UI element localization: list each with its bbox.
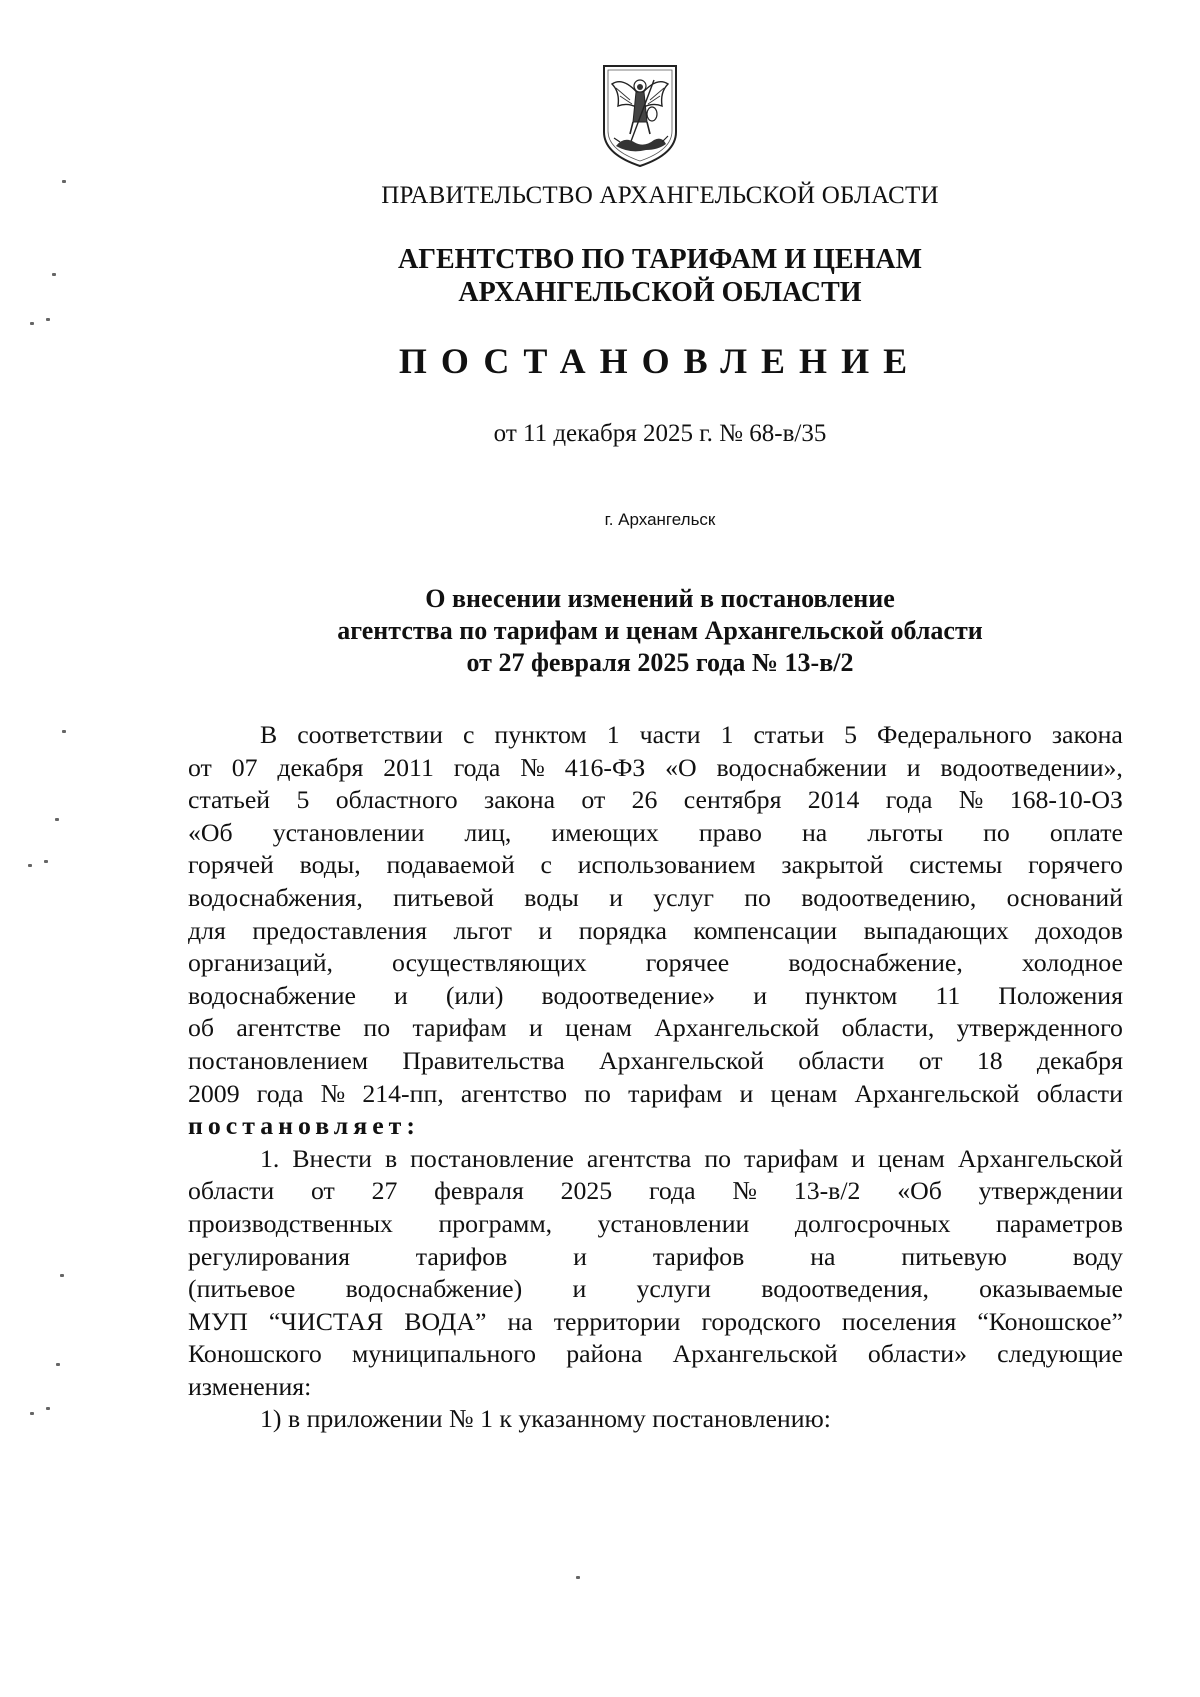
body-line <box>188 784 1123 817</box>
body-word: 5 <box>844 720 858 749</box>
body-word: на <box>507 1306 533 1336</box>
body-word: утверждении <box>978 1176 1123 1206</box>
document-type-heading: ПОСТАНОВЛЕНИЕ <box>398 341 922 381</box>
body-line <box>188 882 1123 915</box>
body-line <box>188 1403 1123 1436</box>
body-word: осуществляющих <box>392 948 587 978</box>
body-line <box>188 1045 1123 1078</box>
body-word: и <box>753 980 768 1010</box>
body-line <box>188 1371 1123 1404</box>
body-word: года <box>885 785 933 815</box>
agency-name-line-2: АРХАНГЕЛЬСКОЙ ОБЛАСТИ <box>458 277 862 308</box>
body-word: и <box>573 1241 587 1271</box>
body-word: ценам <box>565 1013 632 1043</box>
body-word: 11 <box>935 980 961 1010</box>
body-word: 27 <box>371 1176 398 1206</box>
body-word: 13-в/2 <box>793 1176 861 1206</box>
body-word: «Об <box>188 817 233 847</box>
body-word: горячего <box>1028 850 1123 880</box>
body-word: по <box>363 1013 391 1043</box>
body-line <box>188 1012 1123 1045</box>
body-word: с <box>462 720 475 749</box>
body-word: февраля <box>434 1176 524 1206</box>
body-word: постановление <box>410 1143 574 1173</box>
body-word: 1. <box>260 1143 280 1173</box>
body-word: право <box>698 817 762 847</box>
scan-dot <box>46 1407 50 1410</box>
body-word: льгот <box>453 915 512 945</box>
body-word: 18 <box>976 1045 1003 1075</box>
body-word: территории <box>553 1306 681 1336</box>
body-word: «Об <box>897 1176 942 1206</box>
body-word: сентября <box>683 785 782 815</box>
body-word: водоснабжение <box>188 980 357 1010</box>
body-line <box>188 947 1123 980</box>
body-word: Федерального <box>877 720 1032 749</box>
body-word: агентства <box>586 1143 692 1173</box>
scan-dot <box>44 860 48 863</box>
body-word: 2025 <box>560 1176 613 1206</box>
body-word: водоотведению, <box>801 882 977 912</box>
body-word: на <box>801 817 828 847</box>
body-word: соответствии <box>297 720 443 749</box>
body-word: декабря <box>277 752 364 782</box>
government-name: ПРАВИТЕЛЬСТВО АРХАНГЕЛЬСКОЙ ОБЛАСТИ <box>381 182 939 209</box>
body-word: области <box>188 1176 275 1206</box>
body-word: 2014 <box>807 785 860 815</box>
scan-dot <box>62 180 66 183</box>
body-word: тарифов <box>415 1241 508 1271</box>
body-word: декабря <box>1036 1045 1123 1075</box>
body-line <box>188 1175 1123 1208</box>
body-word: области, <box>841 1013 935 1043</box>
body-word: Правительства <box>402 1045 565 1075</box>
body-word: системы <box>909 850 1003 880</box>
body-word: водоотведении», <box>940 752 1123 782</box>
body-word: водоснабжения, <box>188 882 363 912</box>
body-word: порядка <box>578 915 667 945</box>
agency-name <box>130 243 1190 309</box>
body-word: изменения: <box>188 1371 312 1401</box>
body-line <box>188 817 1123 850</box>
body-word: водоснабжение) <box>345 1274 523 1304</box>
body-word: года <box>256 1078 304 1108</box>
body-word: и <box>528 1013 543 1043</box>
body-word: пунктом <box>805 980 898 1010</box>
body-word: воды, <box>299 850 361 880</box>
body-word: по <box>983 817 1010 847</box>
body-line <box>188 1143 1123 1176</box>
body-word: и <box>538 915 553 945</box>
body-word: и <box>609 882 623 912</box>
body-word: производственных <box>188 1208 393 1238</box>
body-word: водоснабжение, <box>788 948 963 978</box>
body-word: по <box>704 1143 732 1173</box>
body-word: 2009 <box>188 1078 240 1108</box>
document-title <box>130 583 1190 679</box>
body-word: организаций, <box>188 948 333 978</box>
body-word: установлении <box>597 1208 750 1238</box>
body-word: горячей <box>188 850 274 880</box>
body-word: холодное <box>1021 948 1123 978</box>
body-word: постановлением <box>188 1045 369 1075</box>
body-word: использованием <box>577 850 756 880</box>
scan-dot <box>62 730 66 733</box>
body-word: агентстве <box>236 1013 342 1043</box>
document-city: г. Архангельск <box>604 510 716 529</box>
body-word: программ, <box>438 1208 553 1238</box>
body-word: 26 <box>631 785 658 815</box>
body-word: статьи <box>753 720 825 749</box>
body-word: предоставления <box>252 915 427 945</box>
body-word: воды <box>524 882 579 912</box>
body-word: подаваемой <box>386 850 515 880</box>
body-word: оплате <box>1049 817 1123 847</box>
body-word: водоотведения, <box>761 1274 929 1304</box>
body-word: компенсации <box>693 915 838 945</box>
body-word: питьевой <box>393 882 494 912</box>
body-word: года <box>453 752 501 782</box>
body-word: оснований <box>1006 882 1123 912</box>
body-word: № <box>320 1078 346 1108</box>
body-word: льготы <box>867 817 944 847</box>
body-word: области <box>798 1045 885 1075</box>
body-word: воду <box>1072 1241 1123 1271</box>
body-word: 416-ФЗ <box>564 752 646 782</box>
body-word: установлении <box>272 817 425 847</box>
body-word: района <box>566 1339 643 1369</box>
scan-dot <box>46 318 50 321</box>
body-word: закрытой <box>781 850 884 880</box>
body-word: постановляет: <box>188 1111 420 1141</box>
body-word: тарифам <box>628 1078 723 1108</box>
body-word: от <box>581 785 606 815</box>
body-word: ценам <box>770 1078 838 1108</box>
body-word: от <box>918 1045 943 1075</box>
body-word: области <box>1036 1078 1123 1108</box>
body-word: в <box>384 1143 398 1173</box>
body-word: “Коношское” <box>977 1306 1123 1336</box>
body-word: Архангельской <box>598 1045 764 1075</box>
body-word: доходов <box>1035 915 1123 945</box>
body-line <box>188 752 1123 785</box>
body-word: 1) в приложении № 1 к указанному постановлению: <box>260 1404 831 1434</box>
body-word: Архангельской <box>672 1339 838 1369</box>
scan-dot <box>30 322 34 325</box>
body-line <box>188 719 1123 752</box>
body-word: по <box>584 1078 611 1108</box>
body-word: 2011 <box>383 752 434 782</box>
body-word: № <box>732 1176 758 1206</box>
body-word: и <box>851 1143 866 1173</box>
body-word: тарифов <box>652 1241 745 1271</box>
body-word: Положения <box>998 980 1123 1010</box>
scan-dot <box>30 1412 34 1415</box>
document-title-line-2: агентства по тарифам и ценам Архангельской области <box>337 616 983 645</box>
body-word: области» <box>867 1339 967 1369</box>
body-word: части <box>639 720 701 749</box>
body-word: с <box>540 850 552 880</box>
body-line <box>188 1241 1123 1274</box>
body-word: водоотведение» <box>541 980 716 1010</box>
scan-dot <box>56 1363 60 1366</box>
body-word: ВОДА” <box>404 1306 487 1336</box>
body-word: 07 <box>231 752 258 782</box>
body-word: и <box>906 752 921 782</box>
body-word: утвержденного <box>956 1013 1123 1043</box>
body-word: услуг <box>653 882 714 912</box>
body-word: городского <box>701 1306 821 1336</box>
scan-dot <box>55 818 59 821</box>
body-word: 1 <box>720 720 734 749</box>
body-word: “ЧИСТАЯ <box>268 1306 384 1336</box>
body-word: Архангельской <box>654 1013 820 1043</box>
body-line <box>188 1306 1123 1339</box>
scan-dot <box>60 1274 64 1277</box>
body-word: и <box>572 1274 587 1304</box>
body-word: закона <box>484 785 556 815</box>
body-word: горячее <box>645 948 730 978</box>
body-word: водоснабжении <box>716 752 887 782</box>
body-line <box>188 980 1123 1013</box>
scan-dot <box>28 864 32 867</box>
body-word: 168-10-ОЗ <box>1009 785 1123 815</box>
body-word: от <box>188 752 212 782</box>
body-line <box>188 1208 1123 1241</box>
scan-dot <box>52 273 56 276</box>
body-word: 1 <box>606 720 620 749</box>
body-line <box>188 1110 1123 1143</box>
body-word: следующие <box>997 1339 1123 1369</box>
body-word: закона <box>1051 720 1123 749</box>
body-word: МУП <box>188 1306 248 1336</box>
body-line <box>188 1273 1123 1306</box>
body-word: об <box>188 1013 215 1043</box>
body-word: регулирования <box>188 1241 350 1271</box>
body-word: услуги <box>636 1274 711 1304</box>
agency-name-line-1: АГЕНТСТВО ПО ТАРИФАМ И ЦЕНАМ <box>397 244 923 275</box>
document-body <box>188 719 1123 1436</box>
body-word: № <box>958 785 984 815</box>
body-word: и <box>394 980 408 1010</box>
body-word: Внести <box>292 1143 372 1173</box>
body-word: поселения <box>841 1306 957 1336</box>
body-word: выпадающих <box>863 915 1009 945</box>
document-title-line-1: О внесении изменений в постановление <box>425 584 895 613</box>
coat-of-arms-emblem <box>600 62 680 170</box>
body-word: 214-пп, <box>362 1078 444 1108</box>
body-word: долгосрочных <box>794 1208 951 1238</box>
body-line <box>188 1338 1123 1371</box>
body-word: Коношского <box>188 1339 322 1369</box>
body-word: тарифам <box>744 1143 839 1173</box>
body-word: «О <box>665 752 697 782</box>
body-word: на <box>810 1241 836 1271</box>
body-word: (или) <box>445 980 504 1010</box>
document-date-number: от 11 декабря 2025 г. № 68-в/35 <box>493 420 827 447</box>
body-word: года <box>648 1176 696 1206</box>
body-word: лиц, <box>464 817 512 847</box>
body-word: (питьевое <box>188 1274 296 1304</box>
body-word: статьей <box>188 785 271 815</box>
body-word: муниципального <box>351 1339 537 1369</box>
body-word: питьевую <box>901 1241 1007 1271</box>
body-word: оказываемые <box>979 1274 1123 1304</box>
body-word: параметров <box>996 1208 1123 1238</box>
body-word: и <box>739 1078 754 1108</box>
body-word: агентство <box>460 1078 568 1108</box>
body-word: № <box>520 752 545 782</box>
body-word: Архангельской <box>854 1078 1020 1108</box>
body-word: имеющих <box>551 817 659 847</box>
body-word: ценам <box>878 1143 945 1173</box>
body-word: пунктом <box>494 720 587 749</box>
body-line <box>188 915 1123 948</box>
body-word: от <box>311 1176 335 1206</box>
body-word: для <box>188 915 226 945</box>
document-title-line-3: от 27 февраля 2025 года № 13-в/2 <box>466 648 854 677</box>
body-word: 5 <box>296 785 310 815</box>
body-word: Архангельской <box>957 1143 1123 1173</box>
scan-dot <box>576 1576 580 1579</box>
body-line <box>188 849 1123 882</box>
body-word: В <box>260 720 278 749</box>
body-line <box>188 1078 1123 1111</box>
body-word: тарифам <box>412 1013 507 1043</box>
body-word: областного <box>335 785 458 815</box>
body-word: по <box>744 882 771 912</box>
